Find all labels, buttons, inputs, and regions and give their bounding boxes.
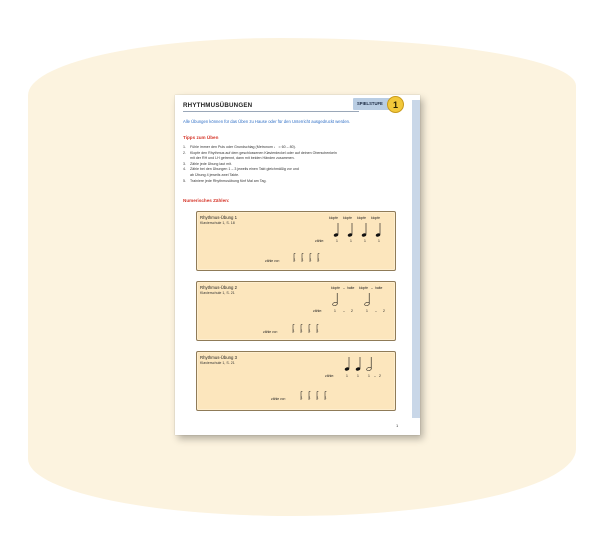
quarter-note-icon	[361, 223, 366, 237]
upper-word: –	[343, 286, 345, 290]
precount-number: 1	[310, 258, 312, 262]
exercise-box-2	[196, 281, 396, 341]
page-title: RHYTHMUSÜBUNGEN	[183, 102, 253, 109]
level-number-badge: 1	[387, 96, 404, 113]
quarter-note-icon	[355, 357, 360, 371]
precount-number: 1	[293, 329, 295, 333]
precount-notes-icon	[293, 325, 318, 334]
precount-notes-icon	[301, 392, 326, 401]
list-item: 2. Klopfe den Rhythmus auf dem geschlossenen Klavierdeckel oder auf deinen Oberschenkeln	[183, 150, 337, 155]
count-number: 2	[351, 309, 353, 313]
page-number: 1	[396, 423, 399, 428]
intro-text: Alle Übungen können für das Üben zu Hause oder für den Unterricht ausgedruckt werden.	[183, 119, 351, 124]
level-badge	[353, 98, 391, 110]
count-number: 1	[366, 309, 368, 313]
exercise-source: Klavierschule 1, S. 21	[200, 290, 235, 295]
precount-number: 1	[294, 258, 296, 262]
precount-number: 1	[301, 329, 303, 333]
upper-word: halte	[347, 286, 355, 290]
count-label: zähle:	[325, 374, 335, 378]
count-number: 1	[334, 309, 336, 313]
count-number: 1	[378, 239, 380, 243]
count-number: 1	[357, 374, 359, 378]
title-rule	[183, 111, 359, 112]
count-number: –	[343, 309, 345, 313]
precount-number: 1	[317, 329, 319, 333]
precount-notes-icon	[294, 254, 319, 263]
exercise-title: Rhythmus-Übung 2	[200, 285, 238, 290]
quarter-note-icon	[333, 223, 338, 237]
count-number: 1	[336, 239, 338, 243]
upper-word: halte	[375, 286, 383, 290]
precount-number: 1	[301, 396, 303, 400]
exercise-source: Klavierschule 1, S. 21	[200, 360, 235, 365]
upper-word: klopfe	[329, 216, 339, 220]
exercise-source: Klavierschule 1, S. 18	[200, 220, 235, 225]
half-note-icon	[332, 293, 338, 306]
upper-word: klopfe	[331, 286, 341, 290]
exercise-box-1	[196, 211, 396, 271]
list-item: 1. Fühle immer den Puls oder Grundschlag (Metronom ♩ = 60 – 80).	[183, 145, 296, 149]
half-note-icon	[364, 293, 370, 306]
list-item: ab Übung 4 jeweils zwei Takte.	[190, 172, 240, 177]
precount-number: 1	[317, 396, 319, 400]
precount-number: 1	[309, 396, 311, 400]
precount-number: 1	[302, 258, 304, 262]
upper-word: klopfe	[343, 216, 353, 220]
precount-label: zähle vor:	[263, 330, 278, 334]
half-note-icon	[366, 357, 372, 371]
upper-word: klopfe	[371, 216, 381, 220]
precount-number: 1	[309, 329, 311, 333]
counting-heading: Numerisches Zählen:	[183, 198, 230, 203]
count-number: –	[374, 374, 376, 378]
precount-number: 1	[318, 258, 320, 262]
precount-label: zähle vor:	[265, 259, 280, 263]
exercise-box-3	[196, 351, 396, 411]
count-number: 2	[383, 309, 385, 313]
level-label: SPIELSTUFE	[357, 101, 383, 106]
count-label: zähle:	[315, 239, 325, 243]
upper-word: –	[371, 286, 373, 290]
count-label: zähle:	[313, 309, 323, 313]
exercise-title: Rhythmus-Übung 1	[200, 215, 238, 220]
precount-label: zähle vor:	[271, 397, 286, 401]
upper-word: klopfe	[357, 216, 367, 220]
quarter-note-icon	[347, 223, 352, 237]
quarter-note-icon	[344, 357, 349, 371]
precount-number: 1	[325, 396, 327, 400]
list-item: mit der RH und LH getrennt, dann mit beiden Händen zusammen.	[190, 156, 295, 161]
list-item: 3. Zähle jede Übung laut mit.	[183, 161, 232, 166]
worksheet-page	[175, 95, 420, 435]
count-number: 1	[346, 374, 348, 378]
count-number: –	[375, 309, 377, 313]
count-number: 1	[364, 239, 366, 243]
tips-heading: Tipps zum Üben	[183, 135, 219, 140]
quarter-note-icon	[375, 223, 380, 237]
margin-strip	[412, 100, 420, 418]
exercise-title: Rhythmus-Übung 3	[200, 355, 238, 360]
upper-word: klopfe	[359, 286, 369, 290]
tips-list	[183, 145, 403, 184]
list-item: 4. Zähle bei den Übungen 1 – 3 jeweils einen Takt gleichmäßig vor und	[183, 167, 299, 172]
list-item: 5. Trainiere jede Rhythmusübung fünf Mal am Tag.	[183, 178, 267, 183]
count-number: 2	[379, 374, 381, 378]
count-number: 1	[350, 239, 352, 243]
count-number: 1	[368, 374, 370, 378]
